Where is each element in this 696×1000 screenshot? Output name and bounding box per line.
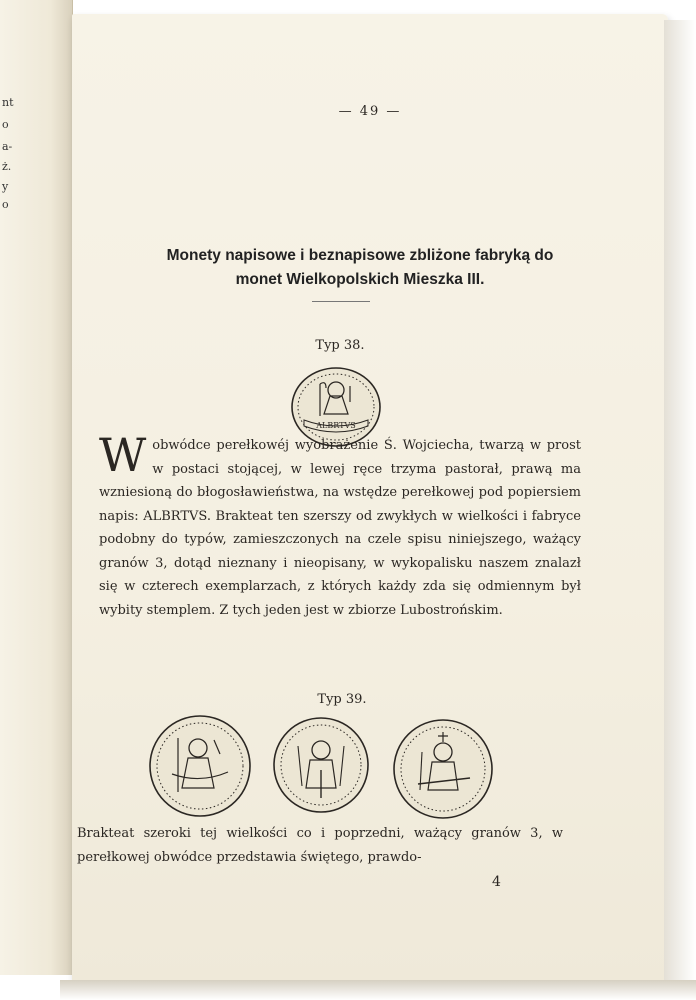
section-title — [100, 244, 620, 292]
margin-fragment: nt — [2, 96, 14, 109]
signature-mark: 4 — [492, 874, 501, 890]
coin-38-legend: ALBRTVS — [316, 421, 356, 430]
paragraph-1-text: obwódce perełkowéj wyobrażenie Ś. Wojciecha, twarzą w prost w postaci stojącej, w lewej ręce trzyma pastorał, prawą ma wzniesioną do błogosławieństwa, na wstędze perełkowej pod popiersiem napis: ALBRTVS. Brakteat ten szerszy od zwykłych w wielkości i fabryce podobny do typów, zamieszczonych na czele spisu niniejszego, ważący granów 3, dotąd nieznany i nieopisany, w wykopalisku naszem znalazł się w czterech exemplarzach, z których każdy zda się odmiennym był wybity stemplem. Z tych jeden jest w zbiorze Lubostrońskim. — [99, 438, 581, 618]
bottom-shadow — [60, 980, 696, 1000]
margin-fragment: o — [2, 198, 9, 211]
margin-fragment: a- — [2, 140, 13, 153]
title-divider — [312, 301, 370, 302]
page-number: — 49 — — [338, 104, 402, 119]
book-page — [72, 14, 668, 984]
drop-cap: W — [99, 428, 147, 482]
margin-fragment: ż. — [2, 160, 12, 173]
margin-fragment: y — [2, 180, 9, 193]
coin-39a-image — [148, 714, 252, 818]
type-38-label: Typ 38. — [315, 338, 365, 353]
left-page-edge — [0, 0, 73, 975]
coin-39b-image — [272, 716, 370, 814]
title-line-2: monet Wielkopolskich Mieszka III. — [235, 271, 485, 288]
paragraph-1 — [99, 428, 581, 622]
page-shadow — [664, 20, 696, 980]
type-39-label: Typ 39. — [317, 692, 367, 707]
margin-fragment: o — [2, 118, 9, 131]
paragraph-2: Brakteat szeroki tej wielkości co i poprzedni, ważący granów 3, w perełkowej obwódce przedstawia świętego, prawdo- — [77, 826, 563, 865]
coin-39c-image — [392, 718, 494, 820]
title-line-1: Monety napisowe i beznapisowe zbliżone fabryką do — [166, 247, 554, 264]
